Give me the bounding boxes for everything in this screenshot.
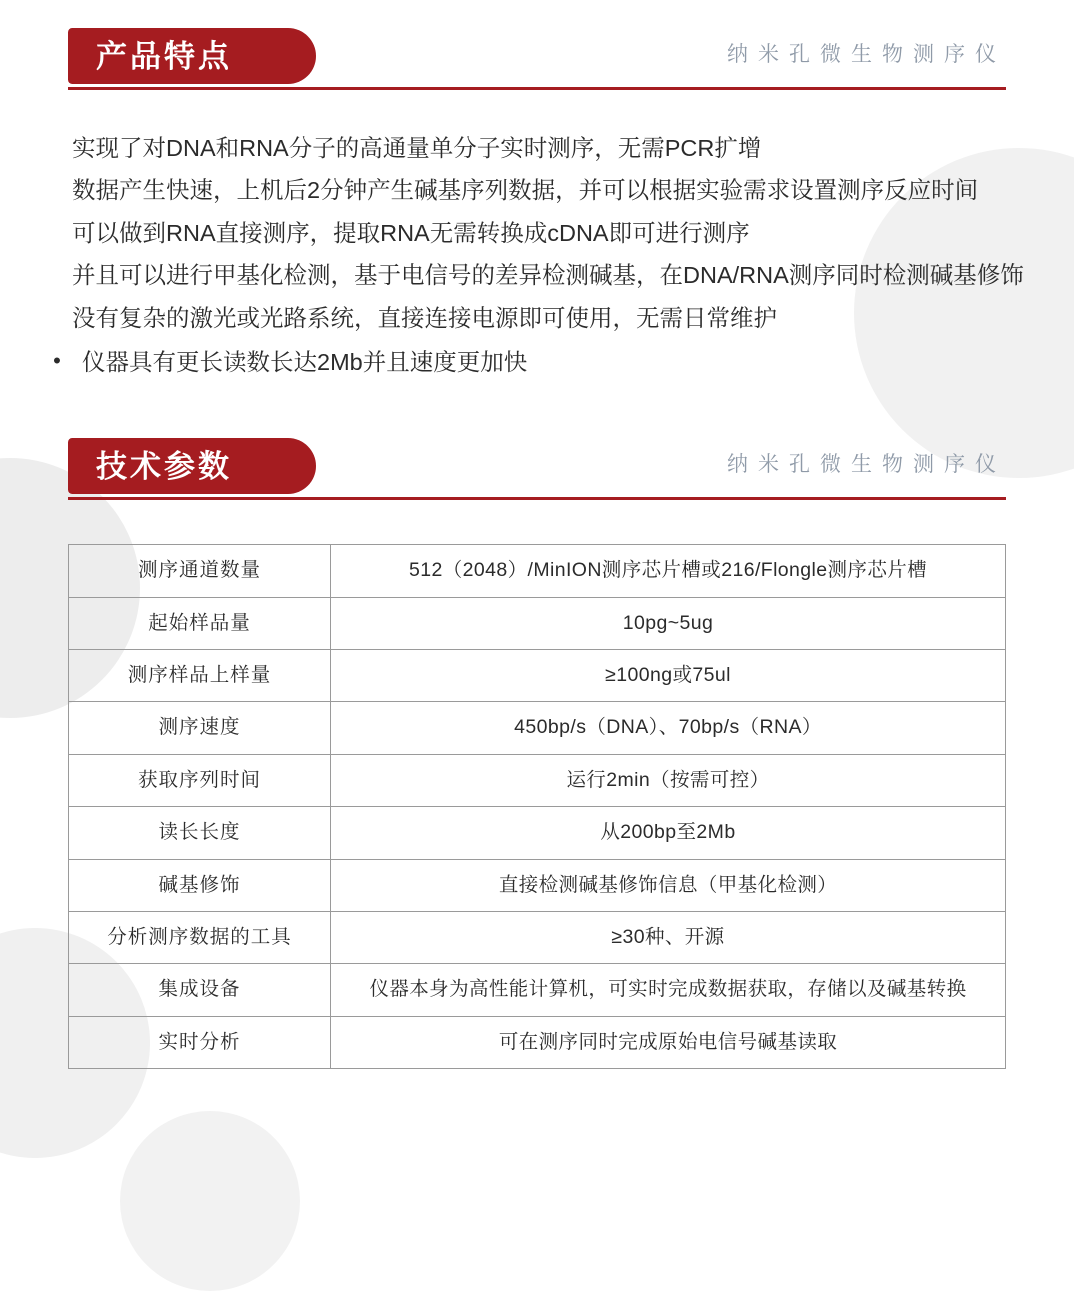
spec-key: 实时分析 (69, 1016, 331, 1068)
section-header-technical-specs (68, 438, 1006, 500)
table-row (69, 859, 1006, 911)
section-title: 产品特点 (96, 38, 232, 74)
section-ribbon (68, 438, 316, 494)
section-ribbon (68, 28, 316, 84)
spec-value: 运行2min（按需可控） (331, 754, 1006, 806)
spec-value: 10pg~5ug (331, 597, 1006, 649)
spec-key: 测序通道数量 (69, 545, 331, 597)
table-row (69, 807, 1006, 859)
table-row (69, 1016, 1006, 1068)
table-row (69, 597, 1006, 649)
spec-key: 读长长度 (69, 807, 331, 859)
spec-key: 集成设备 (69, 964, 331, 1016)
section-divider (68, 87, 1006, 90)
section-divider (68, 497, 1006, 500)
feature-item: 并且可以进行甲基化检测，基于电信号的差异检测碱基，在DNA/RNA测序同时检测碱基修饰 (72, 262, 1024, 289)
spacer (0, 382, 1074, 438)
spec-key: 获取序列时间 (69, 754, 331, 806)
bullet-icon: • (53, 348, 61, 374)
table-row (69, 702, 1006, 754)
spec-key: 起始样品量 (69, 597, 331, 649)
section-header-product-features (68, 28, 1006, 90)
section-subtitle: 纳米孔微生物测序仪 (727, 43, 1006, 66)
feature-bullet-item (46, 342, 1034, 382)
table-row (69, 650, 1006, 702)
feature-item: 可以做到RNA直接测序，提取RNA无需转换成cDNA即可进行测序 (72, 219, 750, 246)
spec-value: 直接检测碱基修饰信息（甲基化检测） (331, 859, 1006, 911)
section-subtitle: 纳米孔微生物测序仪 (727, 453, 1006, 477)
feature-item: 数据产生快速，上机后2分钟产生碱基序列数据，并可以根据实验需求设置测序反应时间 (72, 177, 979, 204)
spec-value: 450bp/s（DNA）、70bp/s（RNA） (331, 702, 1006, 754)
spec-table (68, 544, 1006, 1068)
section-title: 技术参数 (96, 448, 232, 484)
feature-list (46, 128, 1034, 382)
spec-value: 从200bp至2Mb (331, 807, 1006, 859)
spec-key: 碱基修饰 (69, 859, 331, 911)
spec-value: 可在测序同时完成原始电信号碱基读取 (331, 1016, 1006, 1068)
spec-value: 512（2048）/MinION测序芯片槽或216/Flongle测序芯片槽 (331, 545, 1006, 597)
table-row (69, 754, 1006, 806)
spec-table-container (68, 544, 1006, 1068)
spec-value: 仪器本身为高性能计算机，可实时完成数据获取，存储以及碱基转换 (331, 964, 1006, 1016)
decorative-circle-bottom (120, 1111, 300, 1291)
spec-key: 测序样品上样量 (69, 650, 331, 702)
spec-value: ≥100ng或75ul (331, 650, 1006, 702)
spec-key: 分析测序数据的工具 (69, 911, 331, 963)
table-row (69, 964, 1006, 1016)
spec-table-body (69, 545, 1006, 1068)
spec-key: 测序速度 (69, 702, 331, 754)
table-row (69, 545, 1006, 597)
feature-item: 没有复杂的激光或光路系统，直接连接电源即可使用，无需日常维护 (72, 304, 777, 331)
spec-value: ≥30种、开源 (331, 911, 1006, 963)
table-row (69, 911, 1006, 963)
feature-bullet-label: 仪器具有更长读数长达2Mb并且速度更加快 (82, 349, 528, 376)
document-page (0, 28, 1074, 1069)
feature-item: 实现了对DNA和RNA分子的高通量单分子实时测序，无需PCR扩增 (72, 135, 762, 161)
